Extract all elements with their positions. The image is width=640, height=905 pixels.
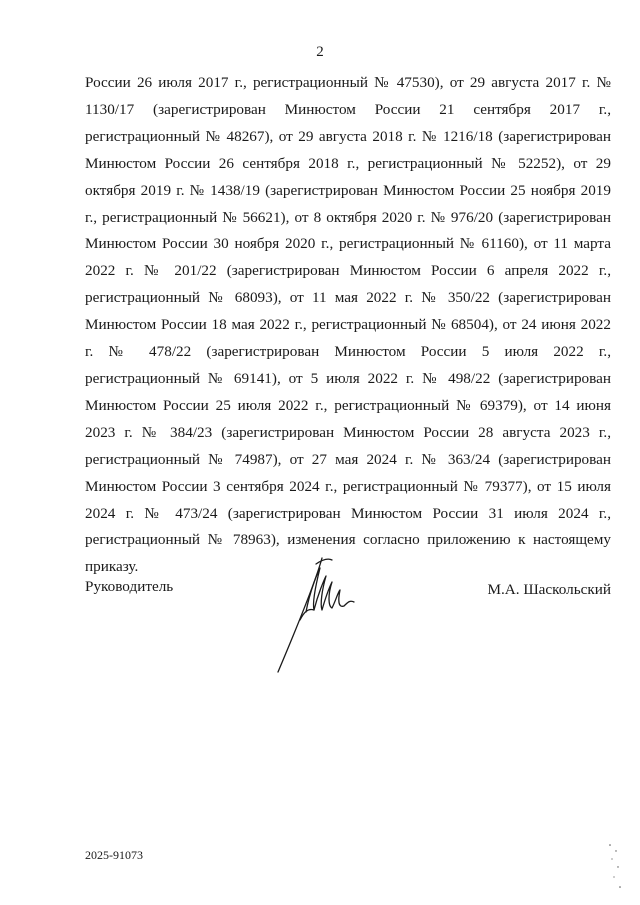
body-paragraph: России 26 июля 2017 г., регистрационный № 47530), от 29 августа 2017 г. № 1130/17 (зарегистрирован Минюстом России 21 сентября 2017 г., регистрационный № 48267), от 29 августа 2018 г. № 1216/18 (зарегистрирован Минюстом России 26 сентября 2018 г., регистрационный № 52252), от 29 октября 2019 г. № 1438/19 (зарегистрирован Минюстом России 25 ноября 2019 г., регистрационный № 56621), от 8 октября 2020 г. № 976/20 (зарегистрирован Минюстом России 30 ноября 2020 г., регистрационный № 61160), от 11 марта 2022 г. № 201/22 (зарегистрирован Минюстом России 6 апреля 2022 г., регистрационный № 68093), от 11 мая 2022 г. № 350/22 (зарегистрирован Минюстом России 18 мая 2022 г., регистрационный № 68504), от 24 июня 2022 г. № 478/22 (зарегистрирован Минюстом России 5 июля 2022 г., регистрационный № 69141), от 5 июля 2022 г. № 498/22 (зарегистрирован Минюстом России 25 июля 2022 г., регистрационный № 69379), от 14 июня 2023 г. № 384/23 (зарегистрирован Минюстом России 28 августа 2023 г., регистрационный № 74987), от 27 мая 2024 г. № 363/24 (зарегистрирован Минюстом России 3 сентября 2024 г., регистрационный № 79377), от 15 июля 2024 г. № 473/24 (зарегистрирован Минюстом России 31 июля 2024 г., регистрационный № 78963), изменения согласно приложению к настоящему приказу. <box>85 74 611 576</box>
signature-block <box>85 578 611 678</box>
signer-name: М.А. Шаскольский <box>487 581 611 598</box>
document-id: 2025-91073 <box>85 848 143 862</box>
page-number: 2 <box>316 44 324 60</box>
scan-marks <box>598 837 628 897</box>
signer-role: Руководитель <box>85 578 174 595</box>
handwritten-signature <box>270 550 370 680</box>
